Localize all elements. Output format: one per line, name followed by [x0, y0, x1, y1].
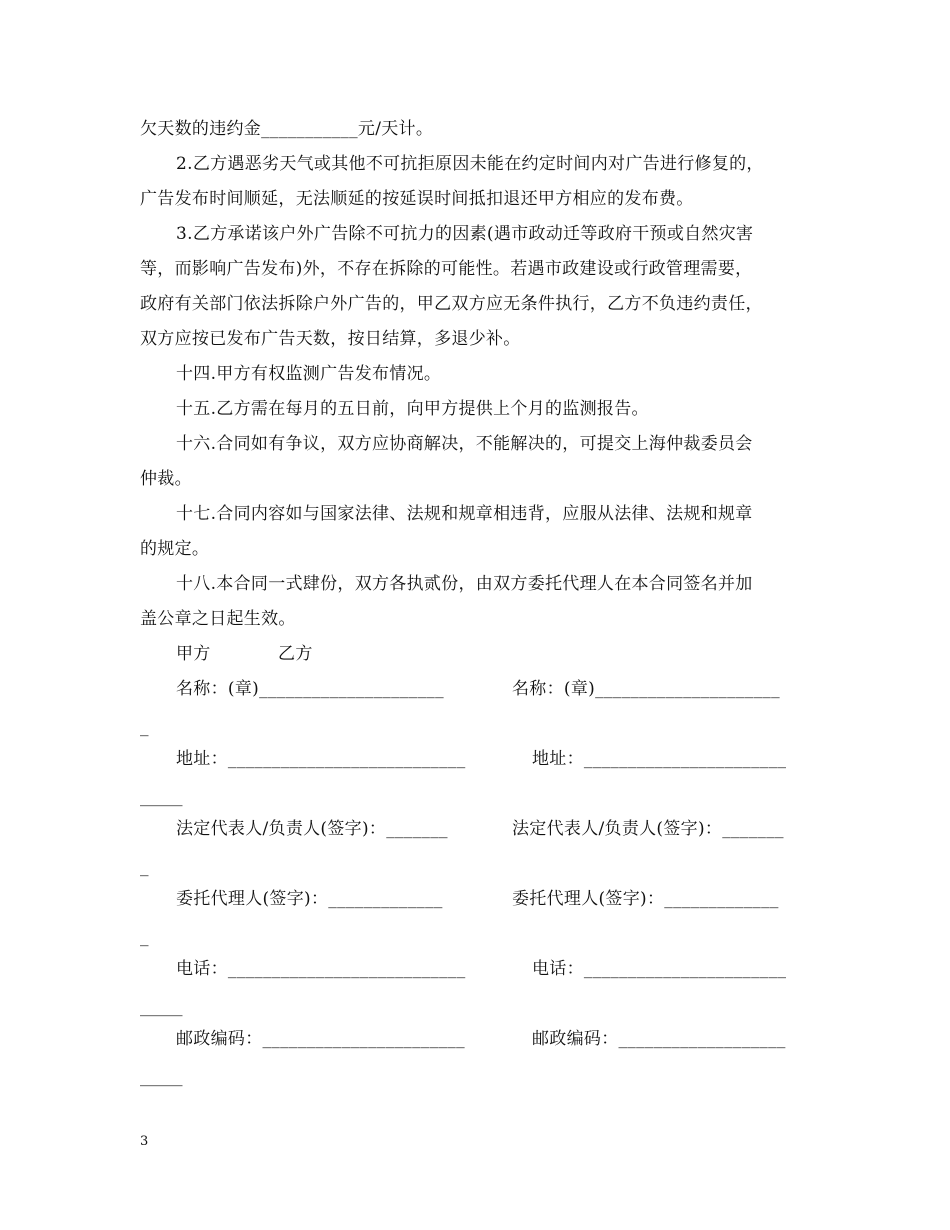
phone-field-row	[176, 958, 820, 980]
field-tail: _____	[140, 997, 183, 1017]
field-tail: _	[140, 927, 149, 947]
agent-field-row	[176, 888, 820, 910]
name-field-row	[176, 678, 820, 700]
field-tail: _	[140, 717, 149, 737]
field-tail: _	[140, 857, 149, 877]
party-b-name-field: 名称：(章)_____________________	[512, 679, 780, 699]
party-b-postcode-field: 邮政编码：___________________	[532, 1029, 786, 1049]
text-line: 的规定。	[140, 539, 210, 559]
party-a-agent-field: 委托代理人(签字)：_____________	[176, 889, 443, 909]
text-line: 2.乙方遇恶劣天气或其他不可抗拒原因未能在约定时间内对广告进行修复的，	[176, 154, 764, 174]
text-line: 盖公章之日起生效。	[140, 609, 296, 629]
clause-14: 十四.甲方有权监测广告发布情况。	[176, 364, 442, 384]
party-b-agent-field: 委托代理人(签字)：_____________	[512, 889, 779, 909]
clause-16: 十六.合同如有争议，双方应协商解决，不能解决的，可提交上海仲裁委员会	[176, 434, 753, 454]
party-b-representative-field: 法定代表人/负责人(签字)：_______	[512, 819, 784, 839]
text-line: 广告发布时间顺延，无法顺延的按延误时间抵扣退还甲方相应的发布费。	[140, 189, 694, 209]
party-a-label: 甲方	[176, 644, 211, 664]
text-line: 等，而影响广告发布)外，不存在拆除的可能性。若遇市政建设或行政管理需要，	[140, 259, 753, 279]
clause-18: 十八.本合同一式肆份，双方各执贰份，由双方委托代理人在本合同签名并加	[176, 574, 753, 594]
text-line: 仲裁。	[140, 469, 192, 489]
text-line: 欠天数的违约金___________元/天计。	[140, 119, 434, 139]
party-b-label: 乙方	[278, 644, 313, 664]
party-b-phone-field: 电话：_______________________	[532, 959, 787, 979]
party-a-phone-field: 电话：___________________________	[176, 959, 466, 979]
representative-field-row	[176, 818, 820, 840]
page-number: 3	[140, 1134, 149, 1149]
clause-17: 十七.合同内容如与国家法律、法规和规章相违背，应服从法律、法规和规章	[176, 504, 753, 524]
address-field-row	[176, 748, 820, 770]
text-line: 3.乙方承诺该户外广告除不可抗力的因素(遇市政动迁等政府干预或自然灾害	[176, 224, 754, 244]
text-line: 政府有关部门依法拆除户外广告的，甲乙双方应无条件执行，乙方不负违约责任，	[140, 294, 763, 314]
party-a-postcode-field: 邮政编码：_______________________	[176, 1029, 465, 1049]
party-a-address-field: 地址：___________________________	[176, 749, 466, 769]
parties-header	[176, 643, 820, 665]
party-a-representative-field: 法定代表人/负责人(签字)：_______	[176, 819, 448, 839]
party-a-name-field: 名称：(章)_____________________	[176, 679, 444, 699]
party-b-address-field: 地址：_______________________	[532, 749, 787, 769]
clause-15: 十五.乙方需在每月的五日前，向甲方提供上个月的监测报告。	[176, 399, 649, 419]
field-tail: _____	[140, 1067, 183, 1087]
field-tail: _____	[140, 787, 183, 807]
text-line: 双方应按已发布广告天数，按日结算，多退少补。	[140, 329, 521, 349]
postcode-field-row	[176, 1028, 820, 1050]
